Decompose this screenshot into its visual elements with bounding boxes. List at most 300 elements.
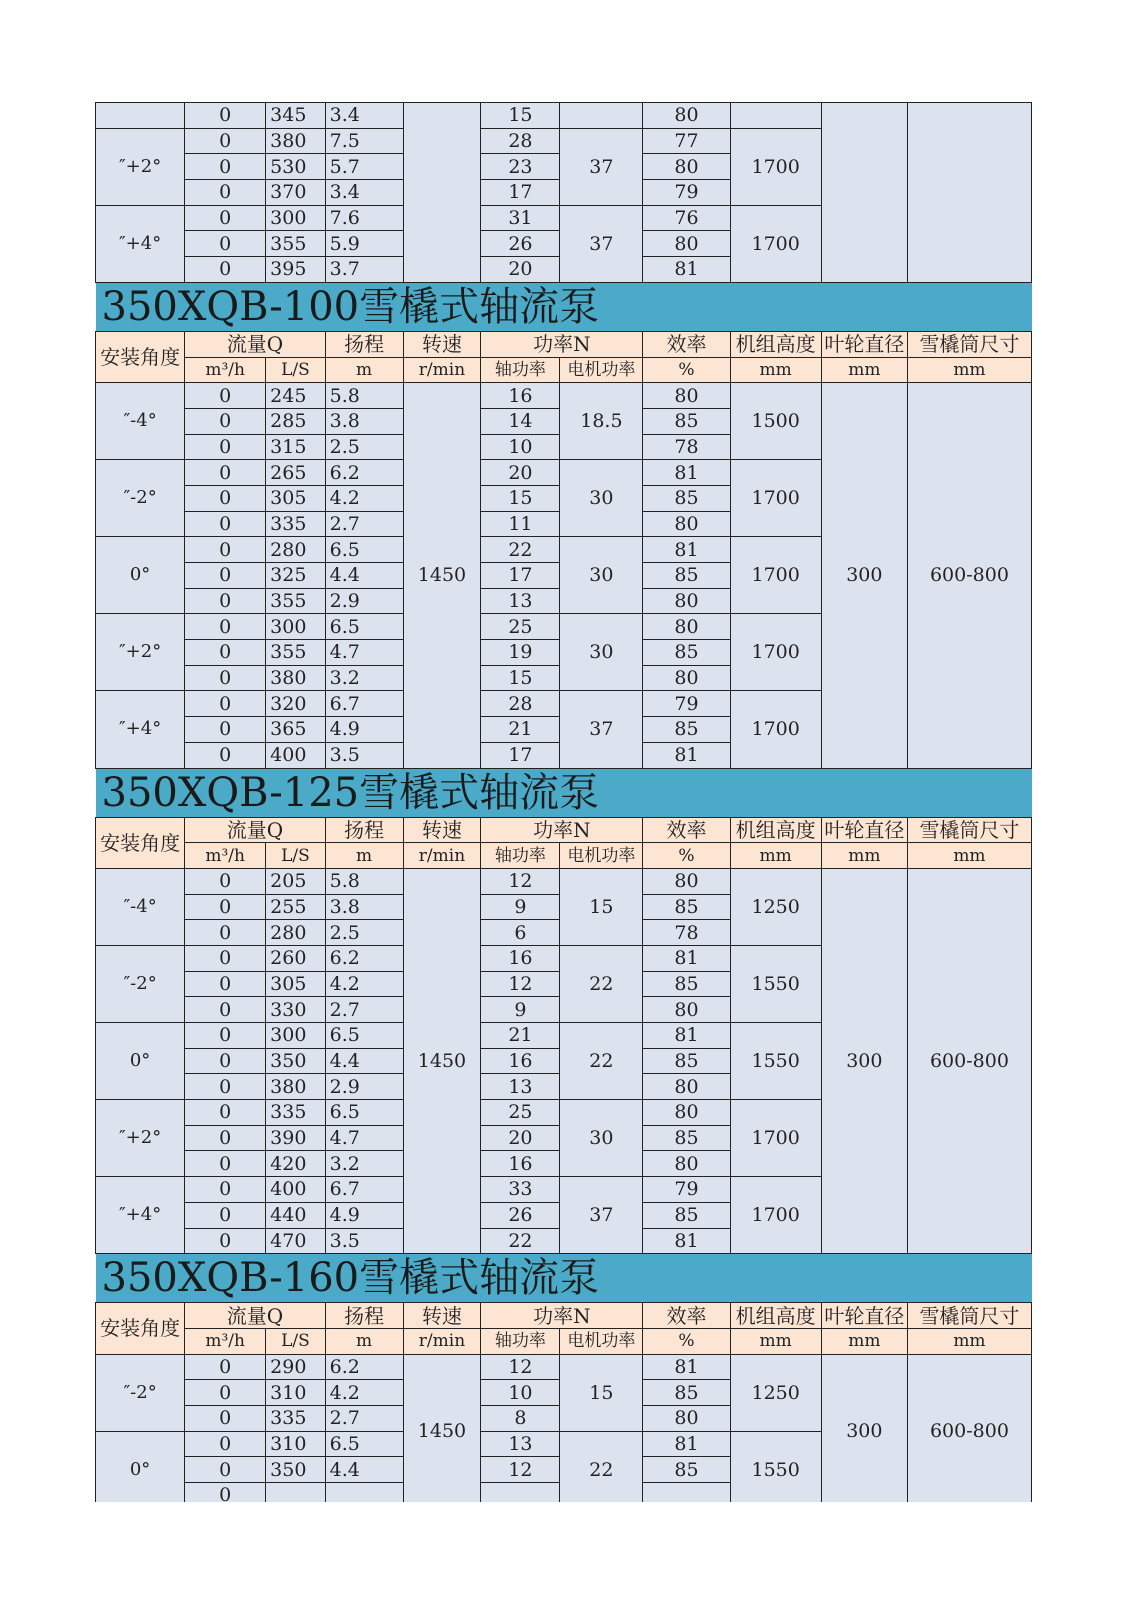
unit-mm: mm xyxy=(907,1328,1031,1354)
table-row xyxy=(96,868,1032,894)
efficiency-cell: 81 xyxy=(643,1431,730,1457)
shaft-power-cell: 25 xyxy=(481,614,560,640)
motor-power-header: 电机功率 xyxy=(560,357,643,383)
units-row xyxy=(96,357,1032,383)
flow-ls-cell: 395 xyxy=(266,257,325,283)
head-cell: 6.5 xyxy=(325,1023,403,1049)
head-cell: 7.6 xyxy=(325,205,403,231)
efficiency-cell: 81 xyxy=(643,1023,730,1049)
unit-height-cell: 1550 xyxy=(730,1431,821,1502)
unit-ls: L/S xyxy=(266,1328,325,1354)
efficiency-cell: 85 xyxy=(643,1380,730,1406)
shaft-power-cell: 9 xyxy=(481,997,560,1023)
motor-power-cell: 22 xyxy=(560,1431,643,1502)
flow-ls-cell: 315 xyxy=(266,434,325,460)
flow-ls-cell: 300 xyxy=(266,614,325,640)
tube-size-header: 雪橇筒尺寸 xyxy=(907,1303,1031,1329)
flow-ls-cell: 350 xyxy=(266,1048,325,1074)
impeller-cell: 300 xyxy=(821,868,907,1253)
shaft-power-cell: 8 xyxy=(481,1405,560,1431)
efficiency-cell: 85 xyxy=(643,1457,730,1483)
efficiency-cell: 81 xyxy=(643,945,730,971)
flow-m3h-cell: 0 xyxy=(185,1431,266,1457)
head-cell: 5.8 xyxy=(325,383,403,409)
unit-mm: mm xyxy=(907,357,1031,383)
unit-height-header: 机组高度 xyxy=(730,817,821,843)
unit-ls: L/S xyxy=(266,843,325,869)
head-cell: 7.5 xyxy=(325,128,403,154)
efficiency-cell: 81 xyxy=(643,1228,730,1254)
head-cell: 2.9 xyxy=(325,1074,403,1100)
efficiency-cell: 85 xyxy=(643,894,730,920)
shaft-power-cell: 9 xyxy=(481,894,560,920)
unit-height-cell: 1550 xyxy=(730,1023,821,1100)
efficiency-cell: 81 xyxy=(643,257,730,283)
shaft-power-cell: 33 xyxy=(481,1177,560,1203)
flow-m3h-cell: 0 xyxy=(185,894,266,920)
flow-ls-cell: 280 xyxy=(266,920,325,946)
head-cell: 3.8 xyxy=(325,894,403,920)
impeller-header: 叶轮直径 xyxy=(821,1303,907,1329)
flow-ls-cell: 305 xyxy=(266,971,325,997)
header-row xyxy=(96,1303,1032,1329)
angle-cell: ″-4° xyxy=(96,383,185,460)
speed-cell: 1450 xyxy=(403,383,481,768)
flow-m3h-cell: 0 xyxy=(185,971,266,997)
tube-size-cell: 600-800 xyxy=(907,868,1031,1253)
power-header: 功率N xyxy=(481,817,643,843)
flow-ls-cell: 470 xyxy=(266,1228,325,1254)
flow-ls-cell: 325 xyxy=(266,563,325,589)
efficiency-cell: 85 xyxy=(643,485,730,511)
flow-m3h-cell: 0 xyxy=(185,1202,266,1228)
header-row xyxy=(96,331,1032,357)
flow-ls-cell: 205 xyxy=(266,868,325,894)
head-cell: 3.4 xyxy=(325,180,403,206)
shaft-power-cell: 13 xyxy=(481,588,560,614)
flow-ls-cell: 260 xyxy=(266,945,325,971)
shaft-power-cell: 13 xyxy=(481,1074,560,1100)
angle-header: 安装角度 xyxy=(96,331,185,382)
speed-cell: 1450 xyxy=(403,868,481,1253)
unit-m: m xyxy=(325,843,403,869)
head-cell: 3.8 xyxy=(325,408,403,434)
shaft-power-cell: 21 xyxy=(481,717,560,743)
head-cell: 6.5 xyxy=(325,1431,403,1457)
head-cell: 6.2 xyxy=(325,460,403,486)
unit-height-cell xyxy=(730,103,821,129)
unit-height-cell: 1700 xyxy=(730,537,821,614)
flow-ls-cell: 350 xyxy=(266,1457,325,1483)
speed-header: 转速 xyxy=(403,331,481,357)
shaft-power-cell: 15 xyxy=(481,103,560,129)
efficiency-header: 效率 xyxy=(643,817,730,843)
motor-power-cell: 30 xyxy=(560,460,643,537)
flow-ls-cell: 440 xyxy=(266,1202,325,1228)
motor-power-cell: 30 xyxy=(560,1100,643,1177)
unit-mm: mm xyxy=(821,843,907,869)
head-cell: 4.4 xyxy=(325,1048,403,1074)
flow-m3h-cell: 0 xyxy=(185,920,266,946)
shaft-power-cell: 12 xyxy=(481,1354,560,1380)
flow-m3h-cell: 0 xyxy=(185,485,266,511)
head-cell: 2.9 xyxy=(325,588,403,614)
head-cell: 4.4 xyxy=(325,1457,403,1483)
spec-table xyxy=(95,102,1032,1502)
shaft-power-cell: 22 xyxy=(481,537,560,563)
motor-power-cell: 30 xyxy=(560,537,643,614)
head-cell: 6.7 xyxy=(325,691,403,717)
efficiency-cell: 80 xyxy=(643,1405,730,1431)
unit-mm: mm xyxy=(730,843,821,869)
unit-m: m xyxy=(325,357,403,383)
efficiency-cell: 81 xyxy=(643,1354,730,1380)
section-title-row xyxy=(96,282,1032,331)
unit-height-cell: 1700 xyxy=(730,691,821,768)
speed-cell xyxy=(403,103,481,283)
angle-cell: ″+4° xyxy=(96,1177,185,1254)
motor-power-cell: 22 xyxy=(560,1023,643,1100)
power-header: 功率N xyxy=(481,331,643,357)
unit-percent: % xyxy=(643,843,730,869)
shaft-power-cell: 25 xyxy=(481,1100,560,1126)
flow-m3h-cell: 0 xyxy=(185,434,266,460)
flow-m3h-cell: 0 xyxy=(185,640,266,666)
shaft-power-cell: 28 xyxy=(481,691,560,717)
head-cell: 6.5 xyxy=(325,614,403,640)
motor-power-cell: 37 xyxy=(560,128,643,205)
flow-m3h-cell: 0 xyxy=(185,1354,266,1380)
head-cell: 5.8 xyxy=(325,868,403,894)
head-cell: 4.2 xyxy=(325,485,403,511)
efficiency-cell: 80 xyxy=(643,1100,730,1126)
efficiency-cell: 76 xyxy=(643,205,730,231)
efficiency-cell: 80 xyxy=(643,511,730,537)
flow-ls-cell: 335 xyxy=(266,511,325,537)
efficiency-cell: 80 xyxy=(643,154,730,180)
flow-ls-cell: 285 xyxy=(266,408,325,434)
flow-m3h-cell: 0 xyxy=(185,868,266,894)
efficiency-cell: 80 xyxy=(643,614,730,640)
shaft-power-cell: 16 xyxy=(481,945,560,971)
pump-spec-sheet xyxy=(95,102,1032,1502)
flow-m3h-cell: 0 xyxy=(185,1125,266,1151)
tube-size-header: 雪橇筒尺寸 xyxy=(907,331,1031,357)
efficiency-cell: 85 xyxy=(643,971,730,997)
unit-mm: mm xyxy=(821,1328,907,1354)
head-cell: 5.7 xyxy=(325,154,403,180)
flow-header: 流量Q xyxy=(185,817,325,843)
unit-rmin: r/min xyxy=(403,843,481,869)
flow-m3h-cell: 0 xyxy=(185,742,266,768)
angle-cell: ″+4° xyxy=(96,691,185,768)
shaft-power-cell: 31 xyxy=(481,205,560,231)
angle-cell: ″+2° xyxy=(96,614,185,691)
unit-height-cell: 1250 xyxy=(730,1354,821,1431)
flow-ls-cell: 355 xyxy=(266,640,325,666)
flow-m3h-cell: 0 xyxy=(185,511,266,537)
shaft-power-cell: 10 xyxy=(481,434,560,460)
head-cell: 3.2 xyxy=(325,665,403,691)
flow-ls-cell: 530 xyxy=(266,154,325,180)
motor-power-cell: 18.5 xyxy=(560,383,643,460)
header-row xyxy=(96,817,1032,843)
angle-cell: ″+2° xyxy=(96,128,185,205)
flow-m3h-cell: 0 xyxy=(185,1048,266,1074)
flow-ls-cell: 320 xyxy=(266,691,325,717)
table-row xyxy=(96,1354,1032,1380)
flow-m3h-cell: 0 xyxy=(185,997,266,1023)
section-title-row xyxy=(96,1254,1032,1303)
head-cell: 6.5 xyxy=(325,537,403,563)
shaft-power-cell: 17 xyxy=(481,563,560,589)
flow-m3h-cell: 0 xyxy=(185,1177,266,1203)
flow-ls-cell: 310 xyxy=(266,1431,325,1457)
flow-header: 流量Q xyxy=(185,1303,325,1329)
angle-header: 安装角度 xyxy=(96,1303,185,1354)
head-cell: 4.7 xyxy=(325,640,403,666)
head-cell: 4.2 xyxy=(325,971,403,997)
shaft-power-cell xyxy=(481,1483,560,1503)
unit-m3h: m³/h xyxy=(185,357,266,383)
head-cell: 3.2 xyxy=(325,1151,403,1177)
unit-mm: mm xyxy=(821,357,907,383)
efficiency-cell: 81 xyxy=(643,460,730,486)
unit-percent: % xyxy=(643,1328,730,1354)
efficiency-header: 效率 xyxy=(643,331,730,357)
flow-m3h-cell: 0 xyxy=(185,665,266,691)
flow-m3h-cell: 0 xyxy=(185,945,266,971)
shaft-power-cell: 26 xyxy=(481,231,560,257)
shaft-power-cell: 12 xyxy=(481,1457,560,1483)
efficiency-cell: 78 xyxy=(643,920,730,946)
shaft-power-cell: 22 xyxy=(481,1228,560,1254)
flow-ls-cell: 330 xyxy=(266,997,325,1023)
flow-m3h-cell: 0 xyxy=(185,614,266,640)
shaft-power-cell: 26 xyxy=(481,1202,560,1228)
unit-height-header: 机组高度 xyxy=(730,331,821,357)
unit-height-cell: 1500 xyxy=(730,383,821,460)
flow-ls-cell: 400 xyxy=(266,1177,325,1203)
angle-header: 安装角度 xyxy=(96,817,185,868)
shaft-power-cell: 20 xyxy=(481,460,560,486)
flow-m3h-cell: 0 xyxy=(185,408,266,434)
flow-ls-cell: 390 xyxy=(266,1125,325,1151)
shaft-power-header: 轴功率 xyxy=(481,843,560,869)
unit-m3h: m³/h xyxy=(185,1328,266,1354)
efficiency-cell: 79 xyxy=(643,180,730,206)
table-row xyxy=(96,103,1032,129)
angle-cell: ″+4° xyxy=(96,205,185,282)
shaft-power-cell: 17 xyxy=(481,180,560,206)
motor-power-cell: 15 xyxy=(560,1354,643,1431)
unit-height-cell: 1700 xyxy=(730,460,821,537)
head-cell: 6.7 xyxy=(325,1177,403,1203)
angle-cell: 0° xyxy=(96,1023,185,1100)
angle-cell: 0° xyxy=(96,1431,185,1502)
efficiency-cell: 80 xyxy=(643,103,730,129)
angle-cell: ″-2° xyxy=(96,460,185,537)
head-cell: 6.5 xyxy=(325,1100,403,1126)
flow-ls-cell: 290 xyxy=(266,1354,325,1380)
flow-m3h-cell: 0 xyxy=(185,563,266,589)
efficiency-cell: 79 xyxy=(643,1177,730,1203)
flow-ls-cell: 380 xyxy=(266,665,325,691)
unit-m: m xyxy=(325,1328,403,1354)
speed-cell: 1450 xyxy=(403,1354,481,1502)
flow-m3h-cell: 0 xyxy=(185,383,266,409)
shaft-power-cell: 15 xyxy=(481,485,560,511)
shaft-power-cell: 23 xyxy=(481,154,560,180)
head-cell: 2.7 xyxy=(325,997,403,1023)
efficiency-cell: 81 xyxy=(643,742,730,768)
flow-header: 流量Q xyxy=(185,331,325,357)
efficiency-cell: 80 xyxy=(643,231,730,257)
angle-cell: 0° xyxy=(96,537,185,614)
head-cell: 3.5 xyxy=(325,1228,403,1254)
shaft-power-cell: 6 xyxy=(481,920,560,946)
flow-m3h-cell: 0 xyxy=(185,231,266,257)
flow-ls-cell: 400 xyxy=(266,742,325,768)
efficiency-cell: 85 xyxy=(643,640,730,666)
efficiency-cell: 80 xyxy=(643,997,730,1023)
flow-ls-cell: 310 xyxy=(266,1380,325,1406)
head-cell xyxy=(325,1483,403,1503)
impeller-cell: 300 xyxy=(821,1354,907,1502)
flow-ls-cell: 380 xyxy=(266,128,325,154)
flow-ls-cell: 265 xyxy=(266,460,325,486)
head-header: 扬程 xyxy=(325,817,403,843)
flow-ls-cell: 370 xyxy=(266,180,325,206)
flow-m3h-cell: 0 xyxy=(185,717,266,743)
head-cell: 6.2 xyxy=(325,945,403,971)
flow-m3h-cell: 0 xyxy=(185,257,266,283)
tube-size-cell: 600-800 xyxy=(907,1354,1031,1502)
flow-m3h-cell: 0 xyxy=(185,1100,266,1126)
shaft-power-cell: 17 xyxy=(481,742,560,768)
shaft-power-header: 轴功率 xyxy=(481,1328,560,1354)
efficiency-cell: 85 xyxy=(643,1202,730,1228)
flow-ls-cell: 300 xyxy=(266,205,325,231)
efficiency-header: 效率 xyxy=(643,1303,730,1329)
motor-power-cell: 37 xyxy=(560,691,643,768)
power-header: 功率N xyxy=(481,1303,643,1329)
efficiency-cell: 80 xyxy=(643,1151,730,1177)
section-title: 350XQB-160雪橇式轴流泵 xyxy=(96,1254,1032,1303)
flow-ls-cell: 380 xyxy=(266,1074,325,1100)
efficiency-cell: 85 xyxy=(643,1048,730,1074)
efficiency-cell: 81 xyxy=(643,537,730,563)
flow-ls-cell: 300 xyxy=(266,1023,325,1049)
head-cell: 6.2 xyxy=(325,1354,403,1380)
tube-size-header: 雪橇筒尺寸 xyxy=(907,817,1031,843)
flow-m3h-cell: 0 xyxy=(185,1457,266,1483)
flow-ls-cell: 345 xyxy=(266,103,325,129)
head-cell: 4.7 xyxy=(325,1125,403,1151)
flow-m3h-cell: 0 xyxy=(185,205,266,231)
section-title: 350XQB-125雪橇式轴流泵 xyxy=(96,768,1032,817)
angle-cell: ″-4° xyxy=(96,868,185,945)
tube-size-cell: 600-800 xyxy=(907,383,1031,768)
unit-height-cell: 1550 xyxy=(730,945,821,1022)
efficiency-cell: 78 xyxy=(643,434,730,460)
unit-height-cell: 1700 xyxy=(730,128,821,205)
efficiency-cell xyxy=(643,1483,730,1503)
shaft-power-cell: 20 xyxy=(481,257,560,283)
unit-percent: % xyxy=(643,357,730,383)
flow-ls-cell: 355 xyxy=(266,231,325,257)
flow-m3h-cell: 0 xyxy=(185,1380,266,1406)
flow-m3h-cell: 0 xyxy=(185,154,266,180)
motor-power-cell xyxy=(560,103,643,129)
section-title-row xyxy=(96,768,1032,817)
table-row xyxy=(96,383,1032,409)
unit-height-cell: 1250 xyxy=(730,868,821,945)
flow-ls-cell: 335 xyxy=(266,1100,325,1126)
flow-m3h-cell: 0 xyxy=(185,460,266,486)
angle-cell: ″-2° xyxy=(96,1354,185,1431)
unit-height-cell: 1700 xyxy=(730,614,821,691)
flow-ls-cell xyxy=(266,1483,325,1503)
flow-m3h-cell: 0 xyxy=(185,1074,266,1100)
flow-ls-cell: 355 xyxy=(266,588,325,614)
shaft-power-cell: 16 xyxy=(481,383,560,409)
impeller-cell xyxy=(821,103,907,283)
flow-ls-cell: 245 xyxy=(266,383,325,409)
impeller-cell: 300 xyxy=(821,383,907,768)
head-cell: 4.9 xyxy=(325,717,403,743)
head-cell: 4.2 xyxy=(325,1380,403,1406)
flow-m3h-cell: 0 xyxy=(185,180,266,206)
flow-m3h-cell: 0 xyxy=(185,588,266,614)
unit-rmin: r/min xyxy=(403,1328,481,1354)
unit-height-cell: 1700 xyxy=(730,1177,821,1254)
units-row xyxy=(96,1328,1032,1354)
tube-size-cell xyxy=(907,103,1031,283)
flow-m3h-cell: 0 xyxy=(185,1405,266,1431)
motor-power-header: 电机功率 xyxy=(560,843,643,869)
efficiency-cell: 80 xyxy=(643,383,730,409)
flow-m3h-cell: 0 xyxy=(185,1228,266,1254)
flow-m3h-cell: 0 xyxy=(185,103,266,129)
efficiency-cell: 77 xyxy=(643,128,730,154)
unit-rmin: r/min xyxy=(403,357,481,383)
shaft-power-cell: 13 xyxy=(481,1431,560,1457)
flow-ls-cell: 335 xyxy=(266,1405,325,1431)
shaft-power-cell: 20 xyxy=(481,1125,560,1151)
impeller-header: 叶轮直径 xyxy=(821,817,907,843)
shaft-power-cell: 12 xyxy=(481,868,560,894)
efficiency-cell: 85 xyxy=(643,563,730,589)
angle-cell xyxy=(96,103,185,129)
head-cell: 5.9 xyxy=(325,231,403,257)
efficiency-cell: 80 xyxy=(643,588,730,614)
head-cell: 4.4 xyxy=(325,563,403,589)
flow-ls-cell: 365 xyxy=(266,717,325,743)
flow-ls-cell: 420 xyxy=(266,1151,325,1177)
shaft-power-cell: 21 xyxy=(481,1023,560,1049)
unit-height-cell: 1700 xyxy=(730,205,821,282)
head-header: 扬程 xyxy=(325,331,403,357)
motor-power-cell: 37 xyxy=(560,205,643,282)
motor-power-cell: 30 xyxy=(560,614,643,691)
shaft-power-cell: 28 xyxy=(481,128,560,154)
head-cell: 3.7 xyxy=(325,257,403,283)
speed-header: 转速 xyxy=(403,817,481,843)
motor-power-cell: 15 xyxy=(560,868,643,945)
unit-height-header: 机组高度 xyxy=(730,1303,821,1329)
shaft-power-cell: 10 xyxy=(481,1380,560,1406)
